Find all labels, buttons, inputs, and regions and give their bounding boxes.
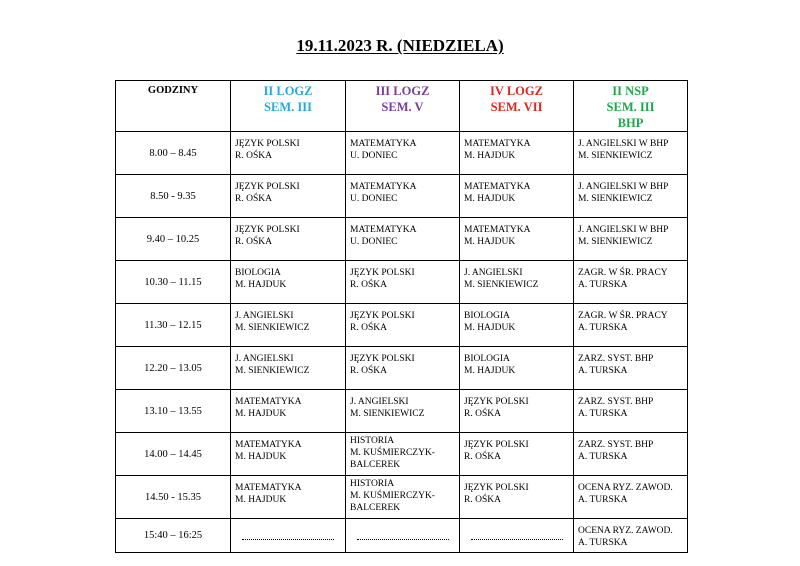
teacher-label: R. OŚKA [235,194,272,204]
empty-cell-dotted-line [346,519,460,553]
column-header-line: II NSP [612,84,649,98]
lesson-cell [460,433,574,476]
column-header-line: III LOGZ [375,84,430,98]
lesson-cell [231,476,346,519]
table-row [116,261,688,304]
teacher-label: M. KUŚMIERCZYK- [350,448,435,458]
lesson-cell [231,218,346,261]
teacher-label: M. SIENKIEWICZ [235,366,310,376]
subject-label: MATEMATYKA [235,483,302,493]
subject-label: JĘZYK POLSKI [464,440,529,450]
lesson-cell [574,433,688,476]
subject-label: MATEMATYKA [464,225,531,235]
subject-label: ZARZ. SYST. BHP [578,397,654,407]
table-row [116,390,688,433]
lesson-cell [346,347,460,390]
subject-label: JĘZYK POLSKI [464,483,529,493]
time-slot: 8.50 - 9.35 [116,175,231,218]
lesson-cell [574,218,688,261]
lesson-cell [574,175,688,218]
column-header-line: BHP [617,116,644,130]
teacher-label: M. HAJDUK [235,409,287,419]
column-header-line: SEM. III [606,100,655,114]
lesson-cell [574,347,688,390]
subject-label: BIOLOGIA [464,311,510,321]
header-row [116,81,688,132]
teacher-label: M. HAJDUK [235,452,287,462]
empty-cell-dotted-line [460,519,574,553]
subject-label: MATEMATYKA [350,182,417,192]
teacher-label: R. OŚKA [350,280,387,290]
teacher-label: M. SIENKIEWICZ [578,237,653,247]
lesson-cell [460,132,574,175]
subject-label: HISTORIA [350,479,395,489]
teacher-label: R. OŚKA [350,366,387,376]
teacher-label: R. OŚKA [235,151,272,161]
empty-cell-dotted-line [231,519,346,553]
subject-label: HISTORIA [350,436,395,446]
teacher-label: M. HAJDUK [464,323,516,333]
subject-label: ZARZ. SYST. BHP [578,440,654,450]
column-header-line: SEM. V [381,100,424,114]
lesson-cell [460,175,574,218]
lesson-cell [231,175,346,218]
teacher-label: A. TURSKA [578,280,628,290]
teacher-label: BALCEREK [350,460,401,470]
lesson-cell [460,476,574,519]
lesson-cell [231,433,346,476]
subject-label: ZAGR. W ŚR. PRACY [578,311,668,321]
teacher-label: R. OŚKA [350,323,387,333]
lesson-cell [346,218,460,261]
schedule-table [115,80,688,553]
lesson-cell [231,304,346,347]
subject-label: J. ANGIELSKI [235,311,294,321]
lesson-cell [460,218,574,261]
time-slot: 11.30 – 12.15 [116,304,231,347]
teacher-label: A. TURSKA [578,538,628,548]
teacher-label: R. OŚKA [464,409,501,419]
lesson-cell [346,304,460,347]
lesson-cell [460,390,574,433]
teacher-label: M. KUŚMIERCZYK- [350,491,435,501]
column-header-hours [116,81,231,132]
teacher-label: U. DONIEC [350,237,398,247]
subject-label: ZAGR. W ŚR. PRACY [578,268,668,278]
column-header-line: SEM. VII [490,100,543,114]
lesson-cell [574,476,688,519]
teacher-label: M. HAJDUK [464,366,516,376]
column-header-line: IV LOGZ [490,84,543,98]
subject-label: J. ANGIELSKI W BHP [578,225,669,235]
time-slot: 9.40 – 10.25 [116,218,231,261]
page-title: 19.11.2023 R. (NIEDZIELA) [296,36,504,55]
teacher-label: A. TURSKA [578,452,628,462]
time-slot: 14.00 – 14.45 [116,433,231,476]
table-row [116,304,688,347]
subject-label: J. ANGIELSKI [350,397,409,407]
teacher-label: M. HAJDUK [464,151,516,161]
subject-label: JĘZYK POLSKI [235,182,300,192]
subject-label: J. ANGIELSKI [464,268,523,278]
teacher-label: U. DONIEC [350,194,398,204]
subject-label: ZARZ. SYST. BHP [578,354,654,364]
lesson-cell [231,261,346,304]
dotted-line [357,539,449,540]
lesson-cell [346,175,460,218]
lesson-cell [231,132,346,175]
table-row [116,347,688,390]
teacher-label: M. HAJDUK [464,194,516,204]
subject-label: JĘZYK POLSKI [350,311,415,321]
time-slot: 13.10 – 13.55 [116,390,231,433]
time-slot: 12.20 – 13.05 [116,347,231,390]
teacher-label: U. DONIEC [350,151,398,161]
teacher-label: BALCEREK [350,503,401,513]
table-row [116,132,688,175]
lesson-cell [574,304,688,347]
subject-label: OCENA RYZ. ZAWOD. [578,526,673,536]
time-slot: 15:40 – 16:25 [116,519,231,553]
teacher-label: M. HAJDUK [235,280,287,290]
lesson-cell [460,347,574,390]
subject-label: JĘZYK POLSKI [464,397,529,407]
table-row [116,476,688,519]
teacher-label: M. SIENKIEWICZ [578,151,653,161]
column-header-group [346,81,460,132]
lesson-cell [231,347,346,390]
teacher-label: A. TURSKA [578,409,628,419]
subject-label: MATEMATYKA [350,225,417,235]
column-header-group [574,81,688,132]
subject-label: JĘZYK POLSKI [235,139,300,149]
dotted-line [242,539,334,540]
table-row [116,519,688,553]
teacher-label: M. SIENKIEWICZ [578,194,653,204]
lesson-cell [460,304,574,347]
teacher-label: A. TURSKA [578,323,628,333]
column-header-line: II LOGZ [263,84,313,98]
teacher-label: M. HAJDUK [464,237,516,247]
subject-label: MATEMATYKA [235,440,302,450]
subject-label: J. ANGIELSKI W BHP [578,139,669,149]
teacher-label: A. TURSKA [578,366,628,376]
teacher-label: R. OŚKA [235,237,272,247]
subject-label: BIOLOGIA [464,354,510,364]
column-header-group [231,81,346,132]
lesson-cell [231,390,346,433]
subject-label: OCENA RYZ. ZAWOD. [578,483,673,493]
teacher-label: M. SIENKIEWICZ [235,323,310,333]
lesson-cell [346,476,460,519]
lesson-cell [574,390,688,433]
lesson-cell [346,261,460,304]
teacher-label: R. OŚKA [464,495,501,505]
lesson-cell [346,132,460,175]
subject-label: BIOLOGIA [235,268,281,278]
time-slot: 14.50 - 15.35 [116,476,231,519]
subject-label: MATEMATYKA [464,182,531,192]
table-row [116,175,688,218]
column-header-line: SEM. III [264,100,312,114]
time-slot: 8.00 – 8.45 [116,132,231,175]
dotted-line [471,539,563,540]
teacher-label: R. OŚKA [464,452,501,462]
teacher-label: M. SIENKIEWICZ [464,280,539,290]
column-header-line: GODZINY [147,85,199,96]
lesson-cell [460,261,574,304]
column-header-group [460,81,574,132]
lesson-cell [574,519,688,553]
subject-label: MATEMATYKA [235,397,302,407]
table-row [116,218,688,261]
time-slot: 10.30 – 11.15 [116,261,231,304]
teacher-label: A. TURSKA [578,495,628,505]
table-row [116,433,688,476]
subject-label: MATEMATYKA [350,139,417,149]
teacher-label: M. HAJDUK [235,495,287,505]
subject-label: JĘZYK POLSKI [350,268,415,278]
subject-label: J. ANGIELSKI W BHP [578,182,669,192]
subject-label: J. ANGIELSKI [235,354,294,364]
teacher-label: M. SIENKIEWICZ [350,409,425,419]
lesson-cell [574,261,688,304]
lesson-cell [346,433,460,476]
lesson-cell [346,390,460,433]
lesson-cell [574,132,688,175]
subject-label: MATEMATYKA [464,139,531,149]
subject-label: JĘZYK POLSKI [235,225,300,235]
subject-label: JĘZYK POLSKI [350,354,415,364]
